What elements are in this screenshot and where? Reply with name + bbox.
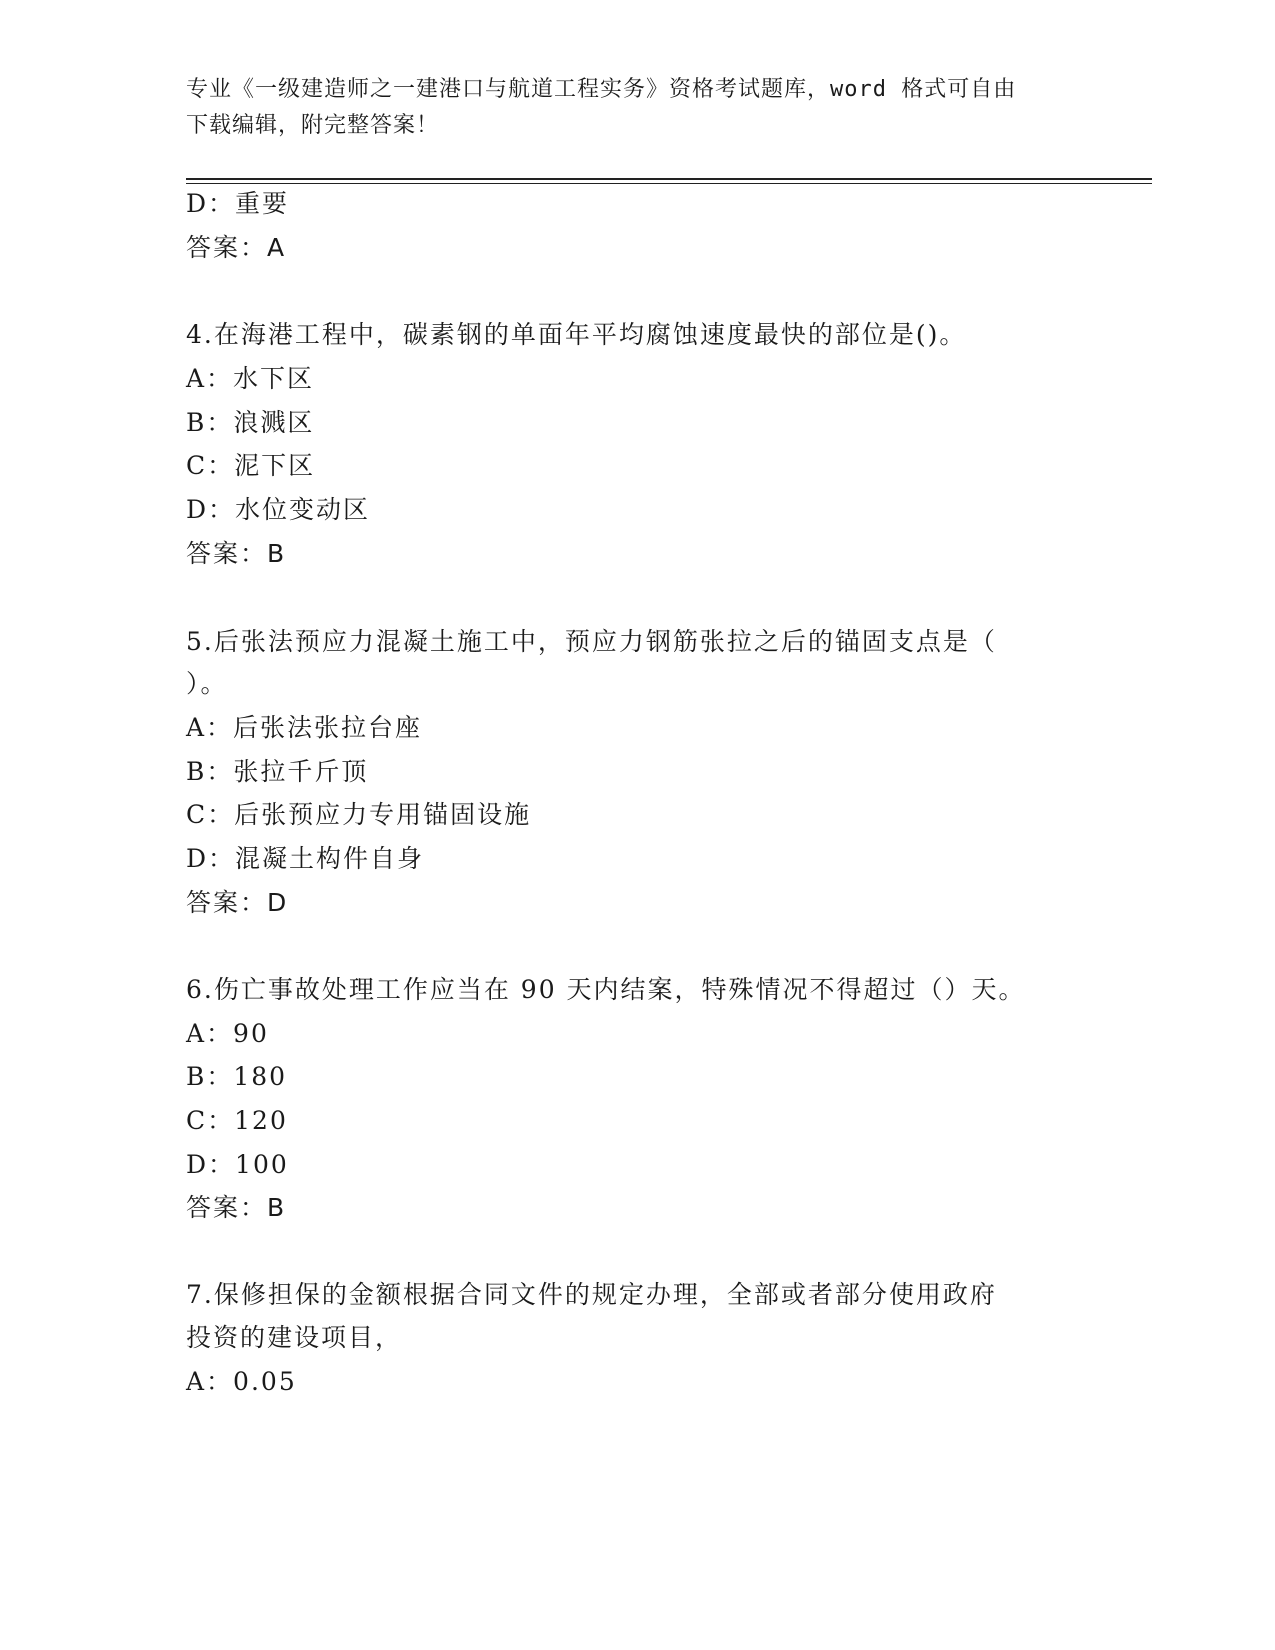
q7-question-line-1: 7.保修担保的金额根据合同文件的规定办理，全部或者部分使用政府 bbox=[186, 1280, 997, 1309]
q5-question-line-1: 5.后张法预应力混凝土施工中，预应力钢筋张拉之后的锚固支点是（ bbox=[186, 627, 997, 656]
q6-question: 6.伤亡事故处理工作应当在 90 天内结案，特殊情况不得超过（）天。 bbox=[186, 975, 1026, 1004]
q5-question-line-2: ）。 bbox=[186, 669, 228, 698]
q4-option-a: A：水下区 bbox=[186, 364, 315, 393]
q3-answer: 答案：A bbox=[186, 233, 287, 262]
q4-question: 4.在海港工程中，碳素钢的单面年平均腐蚀速度最快的部位是()。 bbox=[186, 320, 967, 349]
q4-answer: 答案：B bbox=[186, 539, 287, 568]
q6-option-b: B：180 bbox=[186, 1062, 288, 1091]
q5-option-b: B：张拉千斤顶 bbox=[186, 757, 369, 786]
q6-option-c: C：120 bbox=[186, 1106, 288, 1135]
document-header bbox=[186, 72, 1086, 144]
q6-option-a: A：90 bbox=[186, 1019, 269, 1048]
q7-option-a: A：0.05 bbox=[186, 1367, 297, 1396]
q3-option-d: D：重要 bbox=[186, 189, 290, 218]
q5-option-d: D：混凝土构件自身 bbox=[186, 844, 425, 873]
header-divider-thin bbox=[186, 183, 1152, 184]
q4-option-d: D：水位变动区 bbox=[186, 495, 371, 524]
q6-answer: 答案：B bbox=[186, 1193, 287, 1222]
header-line-1: 专业《一级建造师之一建港口与航道工程实务》资格考试题库，word 格式可自由 bbox=[186, 77, 1017, 102]
q5-option-a: A：后张法张拉台座 bbox=[186, 713, 423, 742]
header-divider-thick bbox=[186, 178, 1152, 180]
q5-option-c: C：后张预应力专用锚固设施 bbox=[186, 800, 532, 829]
q5-answer: 答案：D bbox=[186, 888, 289, 917]
q4-option-b: B：浪溅区 bbox=[186, 408, 315, 437]
q7-question-line-2: 投资的建设项目， bbox=[186, 1323, 403, 1352]
q6-option-d: D：100 bbox=[186, 1150, 289, 1179]
q4-option-c: C：泥下区 bbox=[186, 451, 316, 480]
header-line-2: 下载编辑，附完整答案！ bbox=[186, 113, 440, 138]
